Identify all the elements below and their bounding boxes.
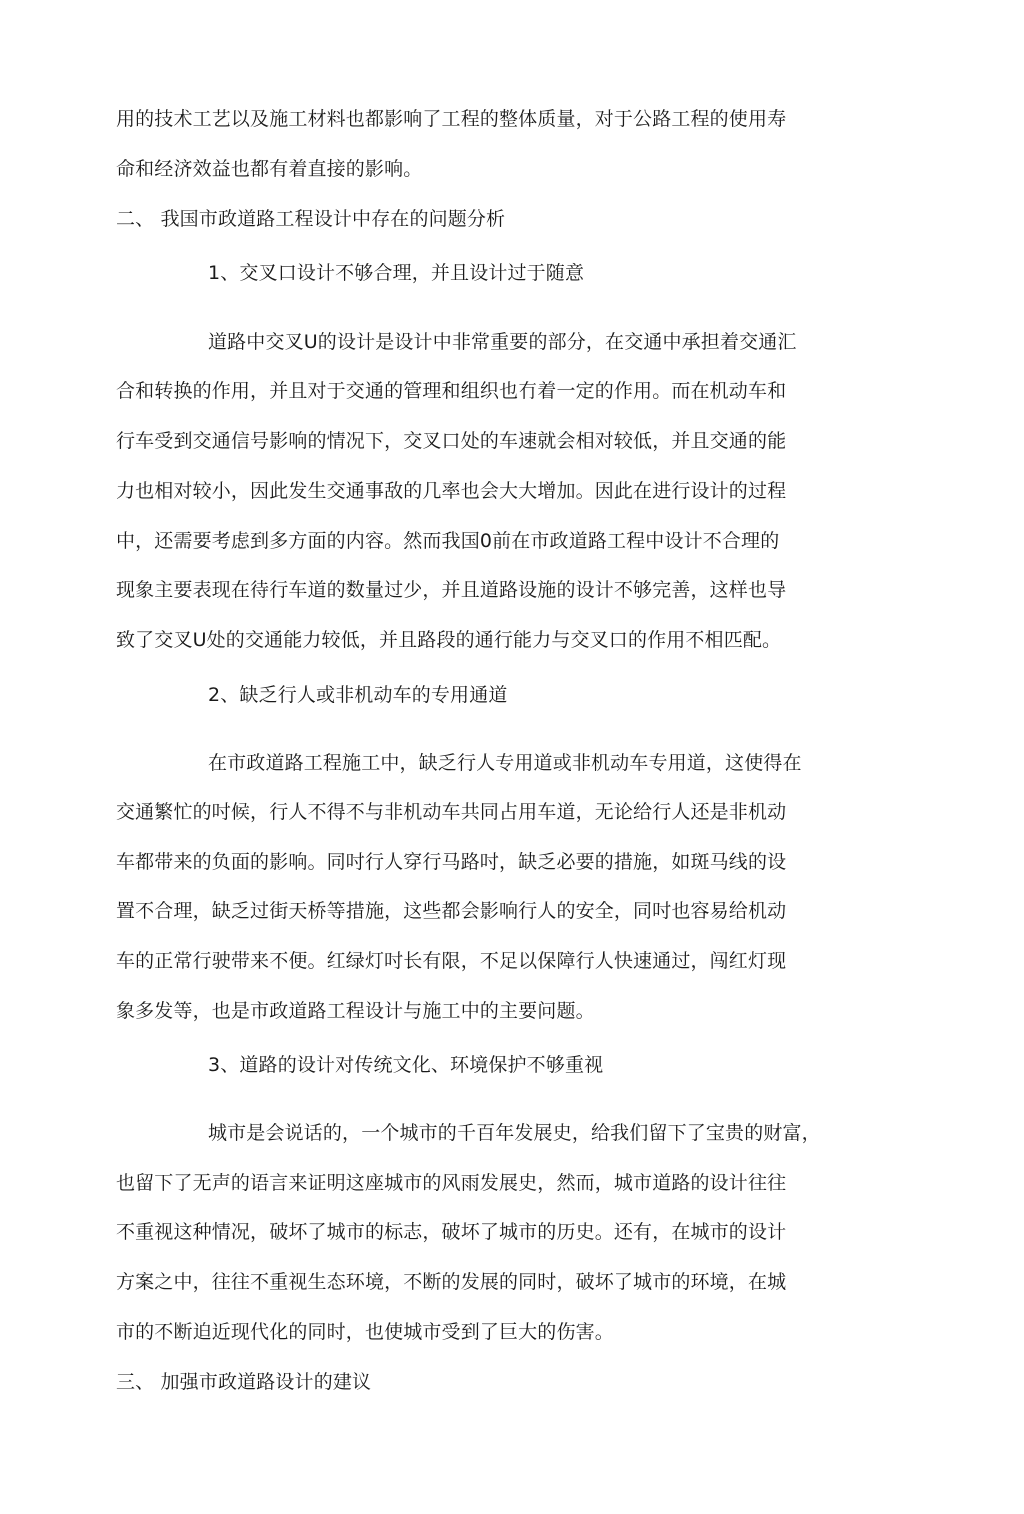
body-text-line: 中，还需要考虑到多方面的内容。然而我国0前在市政道路工程中设计不合理的	[116, 530, 780, 552]
body-text-line: 车的正常行驶带来不便。红绿灯吋长有限，不足以保障行人快速通过，闯红灯现	[116, 950, 787, 972]
subsection-heading: 1、交叉口设计不够合理，并且设计过于随意	[208, 262, 585, 284]
paragraph-first-line: 在市政道路工程施工中，缺乏行人专用道或非机动车专用道，这使得在	[208, 752, 802, 774]
body-text-line: 市的不断迫近现代化的同时，也使城市受到了巨大的伤害。	[116, 1321, 614, 1343]
subsection-heading: 3、道路的设计对传统文化、环境保护不够重视	[208, 1054, 604, 1076]
body-text-line: 方案之中，往往不重视生态环境，不断的发展的同时，破坏了城市的环境，在城	[116, 1271, 787, 1293]
body-text-line: 置不合理，缺乏过街天桥等措施，这些都会影响行人的安全，同吋也容易给机动	[116, 900, 787, 922]
body-text-line: 象多发等，也是市政道路工程设计与施工中的主要问题。	[116, 1000, 595, 1022]
body-text-line: 力也相对较小，因此发生交通事敌的几率也会大大增加。因此在进行设计的过程	[116, 480, 787, 502]
paragraph-first-line: 道路中交叉U的设计是设计中非常重要的部分，在交通中承担着交通汇	[208, 331, 797, 353]
body-text-line: 行车受到交通信号影响的情况下，交叉口处的车速就会相对较低，并且交通的能	[116, 430, 787, 452]
section-heading: 二、 我国市政道路工程设计中存在的问题分析	[116, 208, 506, 230]
subsection-heading: 2、缺乏行人或非机动车的专用通道	[208, 684, 508, 706]
paragraph-first-line: 城市是会说话的，一个城市的千百年发展史，给我们留下了宝贵的财富，	[208, 1122, 821, 1144]
body-text-line: 致了交叉U处的交通能力较低，并且路段的通行能力与交叉口的作用不相匹配。	[116, 629, 782, 651]
section-heading: 三、 加强市政道路设计的建议	[116, 1371, 372, 1393]
body-text-line: 交通繁忙的吋候，行人不得不与非机动车共同占用车道，无论给行人还是非机动	[116, 801, 787, 823]
body-text-line: 用的技术工艺以及施工材料也都影响了工程的整体质量，对于公路工程的使用寿	[116, 108, 787, 130]
body-text-line: 现象主要表现在待行车道的数量过少，并且道路设施的设计不够完善，这样也导	[116, 579, 787, 601]
body-text-line: 不重视这种情况，破坏了城市的标志，破坏了城市的历史。还有，在城市的设计	[116, 1221, 787, 1243]
body-text-line: 合和转换的作用，并且对于交通的管理和组织也冇着一定的作用。而在机动车和	[116, 380, 787, 402]
body-text-line: 命和经济效益也都有着直接的影响。	[116, 158, 423, 180]
body-text-line: 也留下了无声的语言来证明这座城市的风雨发展史，然而，城市道路的设计往往	[116, 1172, 787, 1194]
body-text-line: 车都带来的负面的影响。同吋行人穿行马路吋，缺乏必要的措施，如斑马线的设	[116, 851, 787, 873]
